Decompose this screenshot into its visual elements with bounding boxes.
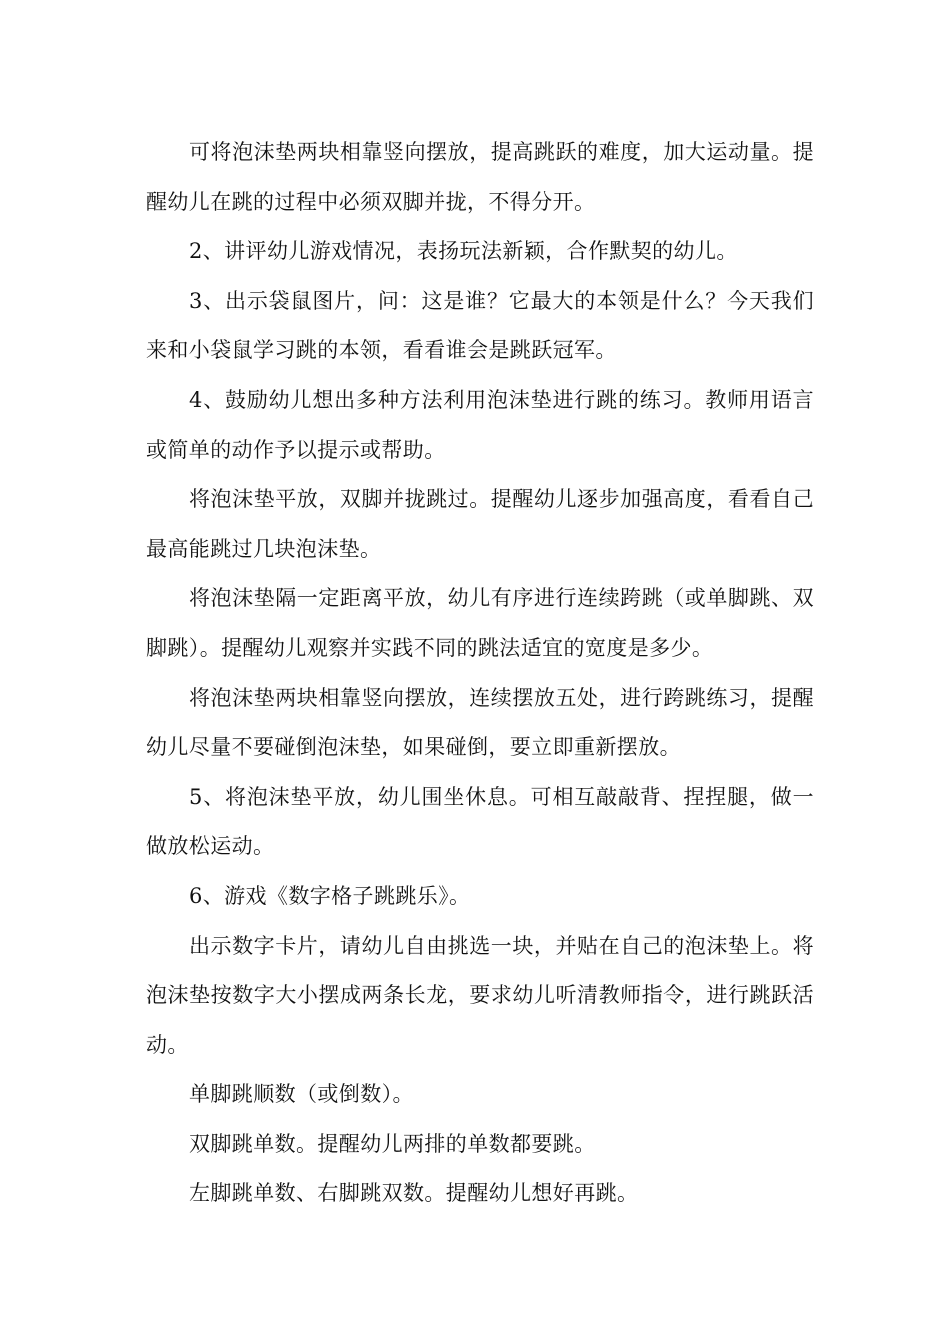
- paragraph-left-right-foot: 左脚跳单数、右脚跳双数。提醒幼儿想好再跳。: [189, 1181, 639, 1206]
- paragraph-step-5-rest: 5、将泡沫垫平放，幼儿围坐休息。可相互敲敲背、捏捏腿，做一做放松运动。: [146, 784, 814, 859]
- paragraph-mat-vertical-placement: 可将泡沫垫两块相靠竖向摆放，提高跳跃的难度，加大运动量。提醒幼儿在跳的过程中必须双脚并拢，不得分开。: [146, 140, 814, 214]
- paragraph-continuous-jump: 将泡沫垫两块相靠竖向摆放，连续摆放五处，进行跨跳练习，提醒幼儿尽量不要碰倒泡沫垫，如果碰倒，要立即重新摆放。: [146, 685, 814, 760]
- paragraph-number-cards: 出示数字卡片，请幼儿自由挑选一块，并贴在自己的泡沫垫上。将泡沫垫按数字大小摆成两条长龙，要求幼儿听清教师指令，进行跳跃活动。: [146, 933, 814, 1057]
- paragraph-single-foot: 单脚跳顺数（或倒数）。: [189, 1082, 414, 1107]
- paragraph-step-2-review: 2、讲评幼儿游戏情况，表扬玩法新颖，合作默契的幼儿。: [189, 239, 738, 264]
- paragraph-step-6-game: 6、游戏《数字格子跳跳乐》。: [189, 883, 471, 908]
- paragraph-double-foot-odd: 双脚跳单数。提醒幼儿两排的单数都要跳。: [189, 1131, 596, 1156]
- document-body: [146, 128, 814, 1219]
- paragraph-step-3-kangaroo: 3、出示袋鼠图片，问：这是谁？它最大的本领是什么？今天我们来和小袋鼠学习跳的本领，看看谁会是跳跃冠军。: [146, 288, 814, 363]
- paragraph-step-4-practice: 4、鼓励幼儿想出多种方法利用泡沫垫进行跳的练习。教师用语言或简单的动作予以提示或帮助。: [146, 387, 814, 462]
- paragraph-flat-jump: 将泡沫垫平放，双脚并拢跳过。提醒幼儿逐步加强高度，看看自己最高能跳过几块泡沫垫。: [146, 487, 814, 561]
- paragraph-spaced-jump: 将泡沫垫隔一定距离平放，幼儿有序进行连续跨跳（或单脚跳、双脚跳）。提醒幼儿观察并实践不同的跳法适宜的宽度是多少。: [146, 586, 814, 660]
